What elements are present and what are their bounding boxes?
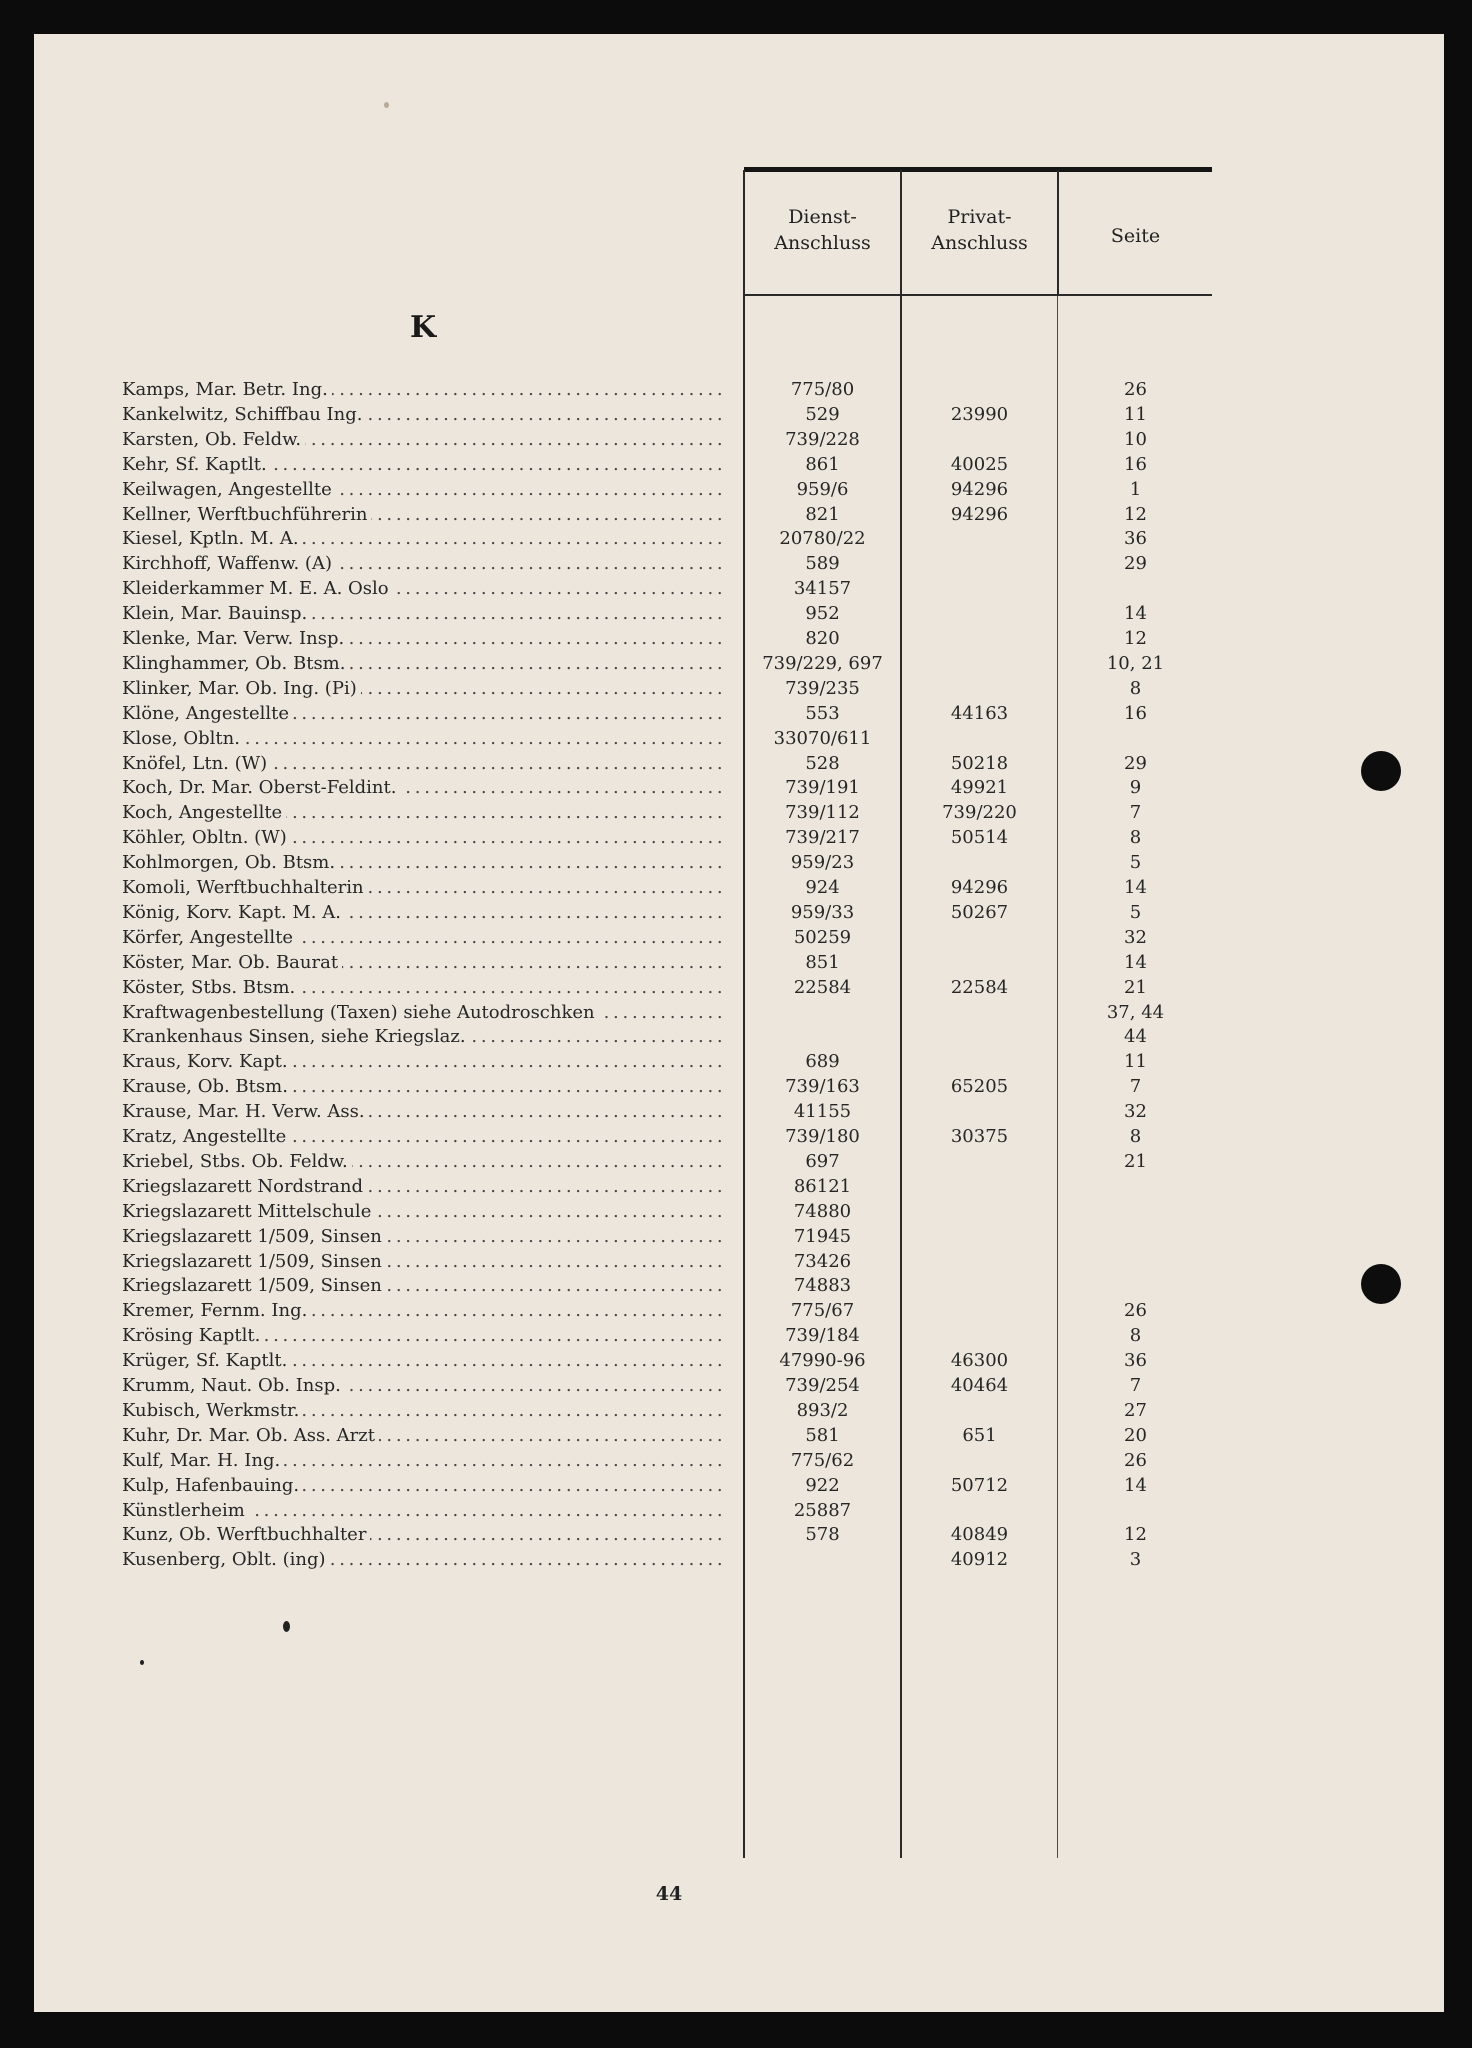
privat-number: 651 (962, 1424, 997, 1446)
privat-number: 94296 (950, 478, 1009, 500)
table-row (34, 1124, 1444, 1149)
dienst-number: 739/228 (785, 428, 860, 450)
table-row (34, 551, 1444, 576)
table-row (34, 1199, 1444, 1224)
dienst-number: 41155 (793, 1101, 852, 1123)
dienst-number: 22584 (793, 976, 852, 998)
page-ref: 20 (1124, 1424, 1147, 1446)
page-ref: 26 (1124, 1449, 1147, 1471)
dienst-number: 34157 (793, 578, 852, 600)
entry-name: Karsten, Ob. Feldw. . . . (122, 427, 724, 452)
entry-name: Krumm, Naut. Ob. Insp. . . . (122, 1373, 724, 1398)
page-ref: 32 (1124, 926, 1147, 948)
entry-name: Kriebel, Stbs. Ob. Feldw. . . . (122, 1149, 724, 1174)
ink-speck (140, 1660, 144, 1665)
table-row (34, 1423, 1444, 1448)
entry-name: Kellner, Werftbuchführerin . . . (122, 502, 724, 527)
table-row (34, 1049, 1444, 1074)
dienst-number: 528 (805, 752, 840, 774)
table-row (34, 1024, 1444, 1049)
table-row (34, 1074, 1444, 1099)
table-row (34, 626, 1444, 651)
entry-name: Kusenberg, Oblt. (ing) . . . (122, 1547, 724, 1572)
privat-number: 50218 (950, 752, 1009, 774)
page-ref: 14 (1124, 951, 1147, 973)
privat-number: 40464 (950, 1375, 1009, 1396)
page-ref: 12 (1124, 628, 1147, 649)
dienst-number: 50259 (793, 926, 852, 948)
privat-number: 49921 (950, 777, 1009, 799)
table-row (34, 1224, 1444, 1249)
page-ref: 5 (1129, 852, 1142, 874)
table-top-rule (744, 167, 1212, 172)
entry-name: Krösing Kaptlt. . . . (122, 1323, 724, 1348)
dienst-number: 739/217 (785, 827, 860, 849)
dienst-number: 74883 (793, 1275, 852, 1297)
dienst-number: 86121 (793, 1175, 852, 1197)
entry-name: Kirchhoff, Waffenw. (A) . . . (122, 551, 724, 576)
entry-name: Köster, Stbs. Btsm. . . . (122, 975, 724, 1000)
table-row (34, 900, 1444, 925)
table-row (34, 1099, 1444, 1124)
dienst-number: 578 (805, 1524, 840, 1546)
page-ref: 21 (1124, 976, 1147, 998)
table-row (34, 651, 1444, 676)
dienst-number: 529 (805, 403, 840, 425)
dienst-number: 959/23 (790, 852, 855, 874)
page-ref: 8 (1129, 1325, 1142, 1347)
entry-name: Klein, Mar. Bauinsp. . . . (122, 601, 724, 626)
privat-number: 50267 (950, 901, 1009, 923)
dienst-number: 851 (805, 951, 840, 973)
table-row (34, 377, 1444, 402)
entry-name: Kohlmorgen, Ob. Btsm. . . . (122, 850, 724, 875)
dienst-number: 33070/611 (773, 727, 872, 749)
entry-name: Kraftwagenbestellung (Taxen) siehe Autodroschken . . . (122, 1000, 724, 1025)
privat-number: 40912 (950, 1549, 1009, 1571)
entry-name: Kriegslazarett 1/509, Sinsen . . . (122, 1273, 724, 1298)
page-ref: 12 (1124, 503, 1147, 525)
page-ref: 14 (1124, 1474, 1147, 1496)
entry-name: Koch, Angestellte . . . (122, 800, 724, 825)
table-row (34, 701, 1444, 726)
dienst-number: 952 (805, 603, 840, 625)
table-row (34, 751, 1444, 776)
dienst-number: 25887 (793, 1499, 852, 1521)
entry-name: Kankelwitz, Schiffbau Ing. . . . (122, 402, 724, 427)
privat-number: 50712 (950, 1474, 1009, 1496)
entry-name: Kulf, Mar. H. Ing. . . . (122, 1448, 724, 1473)
entry-name: Kiesel, Kptln. M. A. . . . (122, 526, 724, 551)
dienst-number: 581 (805, 1424, 840, 1446)
entry-name: Koch, Dr. Mar. Oberst-Feldint. . . . (122, 775, 724, 800)
column-header-privat: Privat- Anschluss (931, 206, 1028, 254)
dienst-number: 821 (805, 503, 840, 525)
dienst-number: 861 (805, 453, 840, 475)
dienst-number: 74880 (793, 1200, 852, 1222)
table-row (34, 1174, 1444, 1199)
table-row (34, 1273, 1444, 1298)
entry-name: Krause, Mar. H. Verw. Ass. . . . (122, 1099, 724, 1124)
privat-number: 30375 (950, 1126, 1009, 1147)
entry-name: Kraus, Korv. Kapt. . . . (122, 1049, 724, 1074)
entry-name: Klinghammer, Ob. Btsm. . . . (122, 651, 724, 676)
table-row (34, 775, 1444, 800)
table-row (34, 502, 1444, 527)
privat-number: 44163 (950, 702, 1009, 724)
page-ref: 8 (1129, 827, 1142, 849)
page-ref: 12 (1124, 1524, 1147, 1546)
ink-speck (283, 1621, 290, 1632)
page-ref: 9 (1129, 777, 1142, 799)
entry-name: Kriegslazarett 1/509, Sinsen . . . (122, 1249, 724, 1274)
page-ref: 26 (1124, 1300, 1147, 1322)
entry-name: Komoli, Werftbuchhalterin . . . (122, 875, 724, 900)
entry-name: Kubisch, Werkmstr. . . . (122, 1398, 724, 1423)
page-ref: 5 (1129, 901, 1142, 923)
privat-number: 22584 (950, 976, 1009, 998)
page-ref: 36 (1124, 528, 1147, 550)
table-row (34, 1348, 1444, 1373)
entry-name: Klinker, Mar. Ob. Ing. (Pi) . . . (122, 676, 724, 701)
table-row (34, 427, 1444, 452)
entry-name: Kratz, Angestellte . . . (122, 1124, 724, 1149)
page-ref: 8 (1129, 677, 1142, 699)
table-row (34, 925, 1444, 950)
page-ref: 16 (1124, 702, 1147, 724)
page-ref: 11 (1124, 403, 1147, 425)
page-ref: 11 (1124, 1051, 1147, 1073)
entry-name: Krause, Ob. Btsm. . . . (122, 1074, 724, 1099)
dienst-number: 71945 (793, 1225, 852, 1247)
page-ref: 14 (1124, 877, 1147, 898)
entry-name: Kriegslazarett 1/509, Sinsen . . . (122, 1224, 724, 1249)
page-ref: 16 (1124, 453, 1147, 475)
entry-name: Krankenhaus Sinsen, siehe Kriegslaz. . . . (122, 1024, 724, 1049)
table-row (34, 1249, 1444, 1274)
page-ref: 37, 44 (1106, 1001, 1165, 1023)
dienst-number: 922 (805, 1474, 840, 1496)
entry-name: Klenke, Mar. Verw. Insp. . . . (122, 626, 724, 651)
dienst-number: 775/62 (790, 1449, 855, 1471)
privat-number: 46300 (950, 1350, 1009, 1372)
dienst-number: 893/2 (796, 1399, 849, 1421)
entry-name: Kulp, Hafenbauing. . . . (122, 1473, 724, 1498)
entry-name: Köhler, Obltn. (W) . . . (122, 825, 724, 850)
page-ref: 7 (1129, 802, 1142, 824)
table-row (34, 576, 1444, 601)
page-ref: 44 (1124, 1026, 1147, 1048)
page-ref: 10 (1124, 428, 1147, 450)
dienst-number: 739/112 (785, 802, 860, 824)
dienst-number: 959/33 (790, 901, 855, 923)
table-row (34, 1448, 1444, 1473)
privat-number: 739/220 (942, 802, 1017, 824)
page-ref: 36 (1124, 1350, 1147, 1372)
page-ref: 26 (1124, 379, 1147, 400)
dienst-number: 739/254 (785, 1375, 860, 1396)
privat-number: 40849 (950, 1524, 1009, 1546)
entry-name: Künstlerheim . . . (122, 1498, 724, 1523)
table-row (34, 1398, 1444, 1423)
dienst-number: 20780/22 (779, 528, 866, 550)
page-number: 44 (655, 1883, 683, 1905)
table-row (34, 800, 1444, 825)
page-ref: 27 (1124, 1399, 1147, 1421)
punch-hole (1361, 1264, 1401, 1304)
entry-name: Kriegslazarett Mittelschule . . . (122, 1199, 724, 1224)
table-row (34, 601, 1444, 626)
table-row (34, 1149, 1444, 1174)
dienst-number: 739/184 (785, 1325, 860, 1347)
table-row (34, 1522, 1444, 1547)
entry-name: Keilwagen, Angestellte . . . (122, 477, 724, 502)
entry-name: Kriegslazarett Nordstrand . . . (122, 1174, 724, 1199)
table-row (34, 726, 1444, 751)
entry-name: Kamps, Mar. Betr. Ing. . . . (122, 377, 724, 402)
table-row (34, 452, 1444, 477)
privat-number: 65205 (950, 1076, 1009, 1098)
page-ref: 21 (1124, 1150, 1147, 1172)
page-ref: 29 (1124, 553, 1147, 575)
table-row (34, 526, 1444, 551)
table-row (34, 950, 1444, 975)
section-letter: K (410, 310, 437, 345)
column-header-seite: Seite (1110, 225, 1161, 247)
page-ref: 32 (1124, 1101, 1147, 1123)
page-ref: 14 (1124, 603, 1147, 625)
entry-name: Knöfel, Ltn. (W) . . . (122, 751, 724, 776)
punch-hole (1361, 751, 1401, 791)
table-row (34, 1473, 1444, 1498)
page-ref: 8 (1129, 1126, 1142, 1147)
page-ref: 10, 21 (1106, 652, 1165, 674)
dienst-number: 775/80 (790, 379, 855, 400)
privat-number: 40025 (950, 453, 1009, 475)
dienst-number: 924 (805, 877, 840, 898)
table-row (34, 1323, 1444, 1348)
table-row (34, 1373, 1444, 1398)
dienst-number: 47990-96 (779, 1350, 866, 1372)
dienst-number: 775/67 (790, 1300, 855, 1322)
privat-number: 94296 (950, 503, 1009, 525)
table-row (34, 1000, 1444, 1025)
dienst-number: 739/180 (785, 1126, 860, 1147)
entry-name: Klöne, Angestellte . . . (122, 701, 724, 726)
table-row (34, 875, 1444, 900)
header-rule (744, 294, 1212, 296)
dienst-number: 553 (805, 702, 840, 724)
dienst-number: 739/163 (785, 1076, 860, 1098)
entry-name: Kuhr, Dr. Mar. Ob. Ass. Arzt . . . (122, 1423, 724, 1448)
privat-number: 23990 (950, 403, 1009, 425)
entry-name: König, Korv. Kapt. M. A. . . . (122, 900, 724, 925)
dienst-number: 739/229, 697 (762, 652, 883, 674)
page-ref: 1 (1129, 478, 1142, 500)
page-ref: 7 (1129, 1076, 1142, 1098)
entry-name: Köster, Mar. Ob. Baurat . . . (122, 950, 724, 975)
entry-name: Kremer, Fernm. Ing. . . . (122, 1298, 724, 1323)
privat-number: 50514 (950, 827, 1009, 849)
table-row (34, 975, 1444, 1000)
table-row (34, 1498, 1444, 1523)
dienst-number: 689 (805, 1051, 840, 1073)
column-header-dienst: Dienst- Anschluss (774, 206, 871, 254)
table-row (34, 402, 1444, 427)
table-row (34, 1547, 1444, 1572)
dienst-number: 73426 (793, 1250, 852, 1272)
table-row (34, 850, 1444, 875)
page-ref: 7 (1129, 1375, 1142, 1396)
table-row (34, 1298, 1444, 1323)
privat-number: 94296 (950, 877, 1009, 898)
dienst-number: 739/191 (785, 777, 860, 799)
dienst-number: 739/235 (785, 677, 860, 699)
ink-speck (384, 102, 389, 108)
dienst-number: 959/6 (796, 478, 849, 500)
table-row (34, 825, 1444, 850)
dienst-number: 697 (805, 1150, 840, 1172)
entry-name: Kunz, Ob. Werftbuchhalter . . . (122, 1522, 724, 1547)
entry-name: Krüger, Sf. Kaptlt. . . . (122, 1348, 724, 1373)
entry-name: Körfer, Angestellte . . . (122, 925, 724, 950)
document-page (34, 34, 1444, 2012)
entry-name: Klose, Obltn. . . . (122, 726, 724, 751)
table-row (34, 477, 1444, 502)
dienst-number: 589 (805, 553, 840, 575)
entry-name: Kleiderkammer M. E. A. Oslo . . . (122, 576, 724, 601)
entry-name: Kehr, Sf. Kaptlt. . . . (122, 452, 724, 477)
page-ref: 29 (1124, 752, 1147, 774)
dienst-number: 820 (805, 628, 840, 649)
page-ref: 3 (1129, 1549, 1142, 1571)
table-row (34, 676, 1444, 701)
